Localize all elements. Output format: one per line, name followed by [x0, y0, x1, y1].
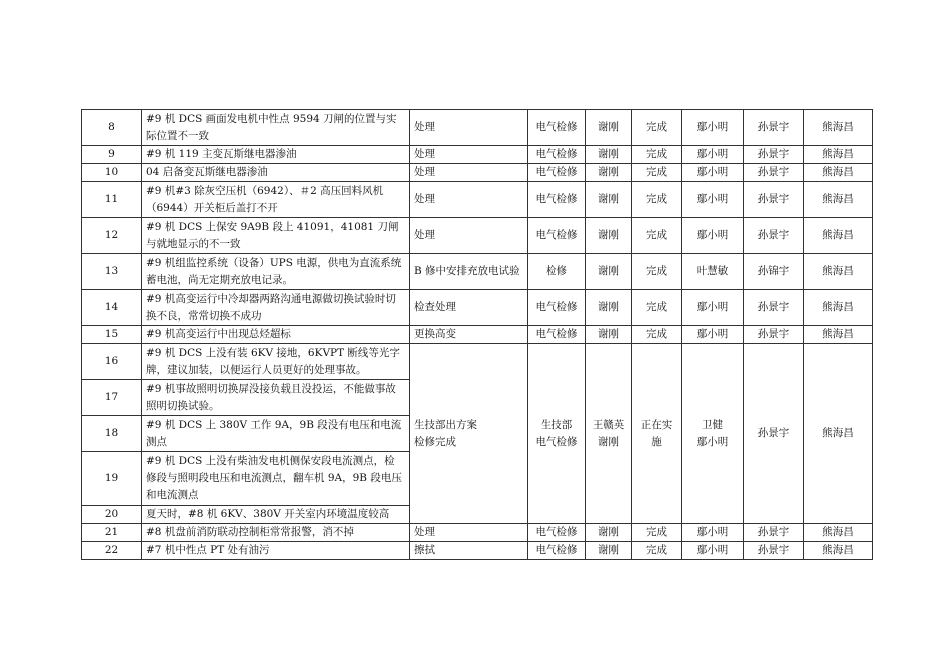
- cell-no: 15: [82, 326, 142, 344]
- cell-dept: 电气检修: [528, 326, 586, 344]
- cell-desc: 夏天时，#8 机 6KV、380V 开关室内环境温度较高: [142, 506, 410, 524]
- cell-status: 完成: [632, 254, 682, 290]
- cell-measure: 生技部出方案 检修完成: [410, 344, 528, 524]
- cell-measure: 擦拭: [410, 542, 528, 560]
- cell-dept: 电气检修: [528, 146, 586, 164]
- cell-desc: 04 启备变瓦斯继电器渗油: [142, 164, 410, 182]
- cell-approve: 孙景宇: [744, 146, 804, 164]
- cell-owner: 谢刚: [586, 542, 632, 560]
- cell-desc: #8 机盘前消防联动控制柜常常报警，消不掉: [142, 524, 410, 542]
- cell-dept: 电气检修: [528, 524, 586, 542]
- cell-desc: #9 机#3 除灰空压机（6942）、＃2 高压回料风机（6944）开关柜后盖打不开: [142, 182, 410, 218]
- cell-owner: 谢刚: [586, 182, 632, 218]
- cell-owner: 谢刚: [586, 254, 632, 290]
- cell-lead: 熊海昌: [804, 344, 873, 524]
- cell-desc: #9 机事故照明切换屏没接负载且没投运，不能做事故照明切换试验。: [142, 380, 410, 416]
- cell-approve: 孙景宇: [744, 182, 804, 218]
- cell-no: 22: [82, 542, 142, 560]
- cell-no: 19: [82, 452, 142, 506]
- cell-no: 9: [82, 146, 142, 164]
- cell-status: 完成: [632, 524, 682, 542]
- cell-approve: 孙景宇: [744, 326, 804, 344]
- cell-lead: 熊海昌: [804, 524, 873, 542]
- cell-measure: 处理: [410, 164, 528, 182]
- cell-desc: #9 机组监控系统（设备）UPS 电源，供电为直流系统蓄电池，尚无定期充放电记录。: [142, 254, 410, 290]
- cell-check: 鄢小明: [682, 182, 744, 218]
- cell-lead: 熊海昌: [804, 146, 873, 164]
- cell-no: 18: [82, 416, 142, 452]
- table-row: [82, 182, 873, 218]
- cell-check: 鄢小明: [682, 290, 744, 326]
- cell-approve: 孙景宇: [744, 110, 804, 146]
- cell-no: 11: [82, 182, 142, 218]
- cell-check: 鄢小明: [682, 218, 744, 254]
- cell-status: 完成: [632, 182, 682, 218]
- cell-check: 卫健 鄢小明: [682, 344, 744, 524]
- cell-approve: 孙景宇: [744, 524, 804, 542]
- table-row: [82, 164, 873, 182]
- cell-no: 20: [82, 506, 142, 524]
- table-row: [82, 110, 873, 146]
- cell-measure: 处理: [410, 524, 528, 542]
- cell-measure: B 修中安排充放电试验: [410, 254, 528, 290]
- cell-no: 12: [82, 218, 142, 254]
- cell-desc: #9 机高变运行中出现总烃超标: [142, 326, 410, 344]
- cell-approve: 孙景宇: [744, 164, 804, 182]
- cell-dept: 电气检修: [528, 164, 586, 182]
- cell-no: 10: [82, 164, 142, 182]
- cell-owner: 谢刚: [586, 110, 632, 146]
- cell-check: 鄢小明: [682, 524, 744, 542]
- cell-desc: #9 机 DCS 上没有柴油发电机侧保安段电流测点，检修段与照明段电压和电流测点，翻车机 9A，9B 段电压和电流测点: [142, 452, 410, 506]
- cell-owner: 谢刚: [586, 218, 632, 254]
- cell-measure: 处理: [410, 110, 528, 146]
- cell-approve: 孙景宇: [744, 290, 804, 326]
- cell-status: 完成: [632, 110, 682, 146]
- cell-desc: #9 机高变运行中冷却器两路沟通电源做切换试验时切换不良，常常切换不成功: [142, 290, 410, 326]
- cell-dept: 电气检修: [528, 182, 586, 218]
- cell-owner: 谢刚: [586, 524, 632, 542]
- cell-lead: 熊海昌: [804, 254, 873, 290]
- cell-no: 21: [82, 524, 142, 542]
- cell-dept: 电气检修: [528, 290, 586, 326]
- table-row: [82, 524, 873, 542]
- table-body: [82, 110, 873, 560]
- table-row: [82, 542, 873, 560]
- cell-desc: #9 机 DCS 上没有装 6KV 接地，6KVPT 断线等光字牌，建议加装，以便运行人员更好的处理事故。: [142, 344, 410, 380]
- cell-lead: 熊海昌: [804, 542, 873, 560]
- table-row: [82, 146, 873, 164]
- cell-desc: #9 机 DCS 上保安 9A9B 段上 41091，41081 刀闸与就地显示的不一致: [142, 218, 410, 254]
- cell-status: 完成: [632, 542, 682, 560]
- cell-approve: 孙景宇: [744, 218, 804, 254]
- cell-approve: 孙景宇: [744, 344, 804, 524]
- cell-dept: 电气检修: [528, 218, 586, 254]
- cell-desc: #9 机 DCS 画面发电机中性点 9594 刀闸的位置与实际位置不一致: [142, 110, 410, 146]
- cell-dept: 电气检修: [528, 542, 586, 560]
- cell-no: 13: [82, 254, 142, 290]
- cell-no: 17: [82, 380, 142, 416]
- cell-owner: 谢刚: [586, 146, 632, 164]
- cell-status: 正在实 施: [632, 344, 682, 524]
- cell-measure: 检查处理: [410, 290, 528, 326]
- cell-owner: 谢刚: [586, 326, 632, 344]
- table-row: [82, 254, 873, 290]
- cell-owner: 谢刚: [586, 290, 632, 326]
- cell-desc: #7 机中性点 PT 处有油污: [142, 542, 410, 560]
- cell-approve: 孙景宇: [744, 542, 804, 560]
- cell-lead: 熊海昌: [804, 326, 873, 344]
- cell-check: 鄢小明: [682, 326, 744, 344]
- cell-check: 鄢小明: [682, 146, 744, 164]
- cell-measure: 处理: [410, 146, 528, 164]
- cell-dept: 电气检修: [528, 110, 586, 146]
- cell-status: 完成: [632, 218, 682, 254]
- cell-no: 14: [82, 290, 142, 326]
- cell-lead: 熊海昌: [804, 164, 873, 182]
- cell-no: 8: [82, 110, 142, 146]
- cell-measure: 更换高变: [410, 326, 528, 344]
- cell-desc: #9 机 119 主变瓦斯继电器渗油: [142, 146, 410, 164]
- defect-table: [81, 109, 873, 560]
- cell-lead: 熊海昌: [804, 290, 873, 326]
- table-row: [82, 290, 873, 326]
- table-row: [82, 326, 873, 344]
- cell-check: 鄢小明: [682, 110, 744, 146]
- cell-lead: 熊海昌: [804, 218, 873, 254]
- cell-check: 叶慧敏: [682, 254, 744, 290]
- cell-lead: 熊海昌: [804, 182, 873, 218]
- table-row: [82, 218, 873, 254]
- cell-dept: 生技部 电气检修: [528, 344, 586, 524]
- cell-lead: 熊海昌: [804, 110, 873, 146]
- cell-status: 完成: [632, 290, 682, 326]
- cell-check: 鄢小明: [682, 164, 744, 182]
- cell-no: 16: [82, 344, 142, 380]
- cell-status: 完成: [632, 164, 682, 182]
- cell-owner: 王赣英 谢刚: [586, 344, 632, 524]
- cell-approve: 孙锦宇: [744, 254, 804, 290]
- cell-dept: 检修: [528, 254, 586, 290]
- cell-status: 完成: [632, 326, 682, 344]
- cell-owner: 谢刚: [586, 164, 632, 182]
- cell-desc: #9 机 DCS 上 380V 工作 9A，9B 段没有电压和电流测点: [142, 416, 410, 452]
- table-row: [82, 344, 873, 380]
- cell-measure: 处理: [410, 218, 528, 254]
- cell-status: 完成: [632, 146, 682, 164]
- cell-check: 鄢小明: [682, 542, 744, 560]
- cell-measure: 处理: [410, 182, 528, 218]
